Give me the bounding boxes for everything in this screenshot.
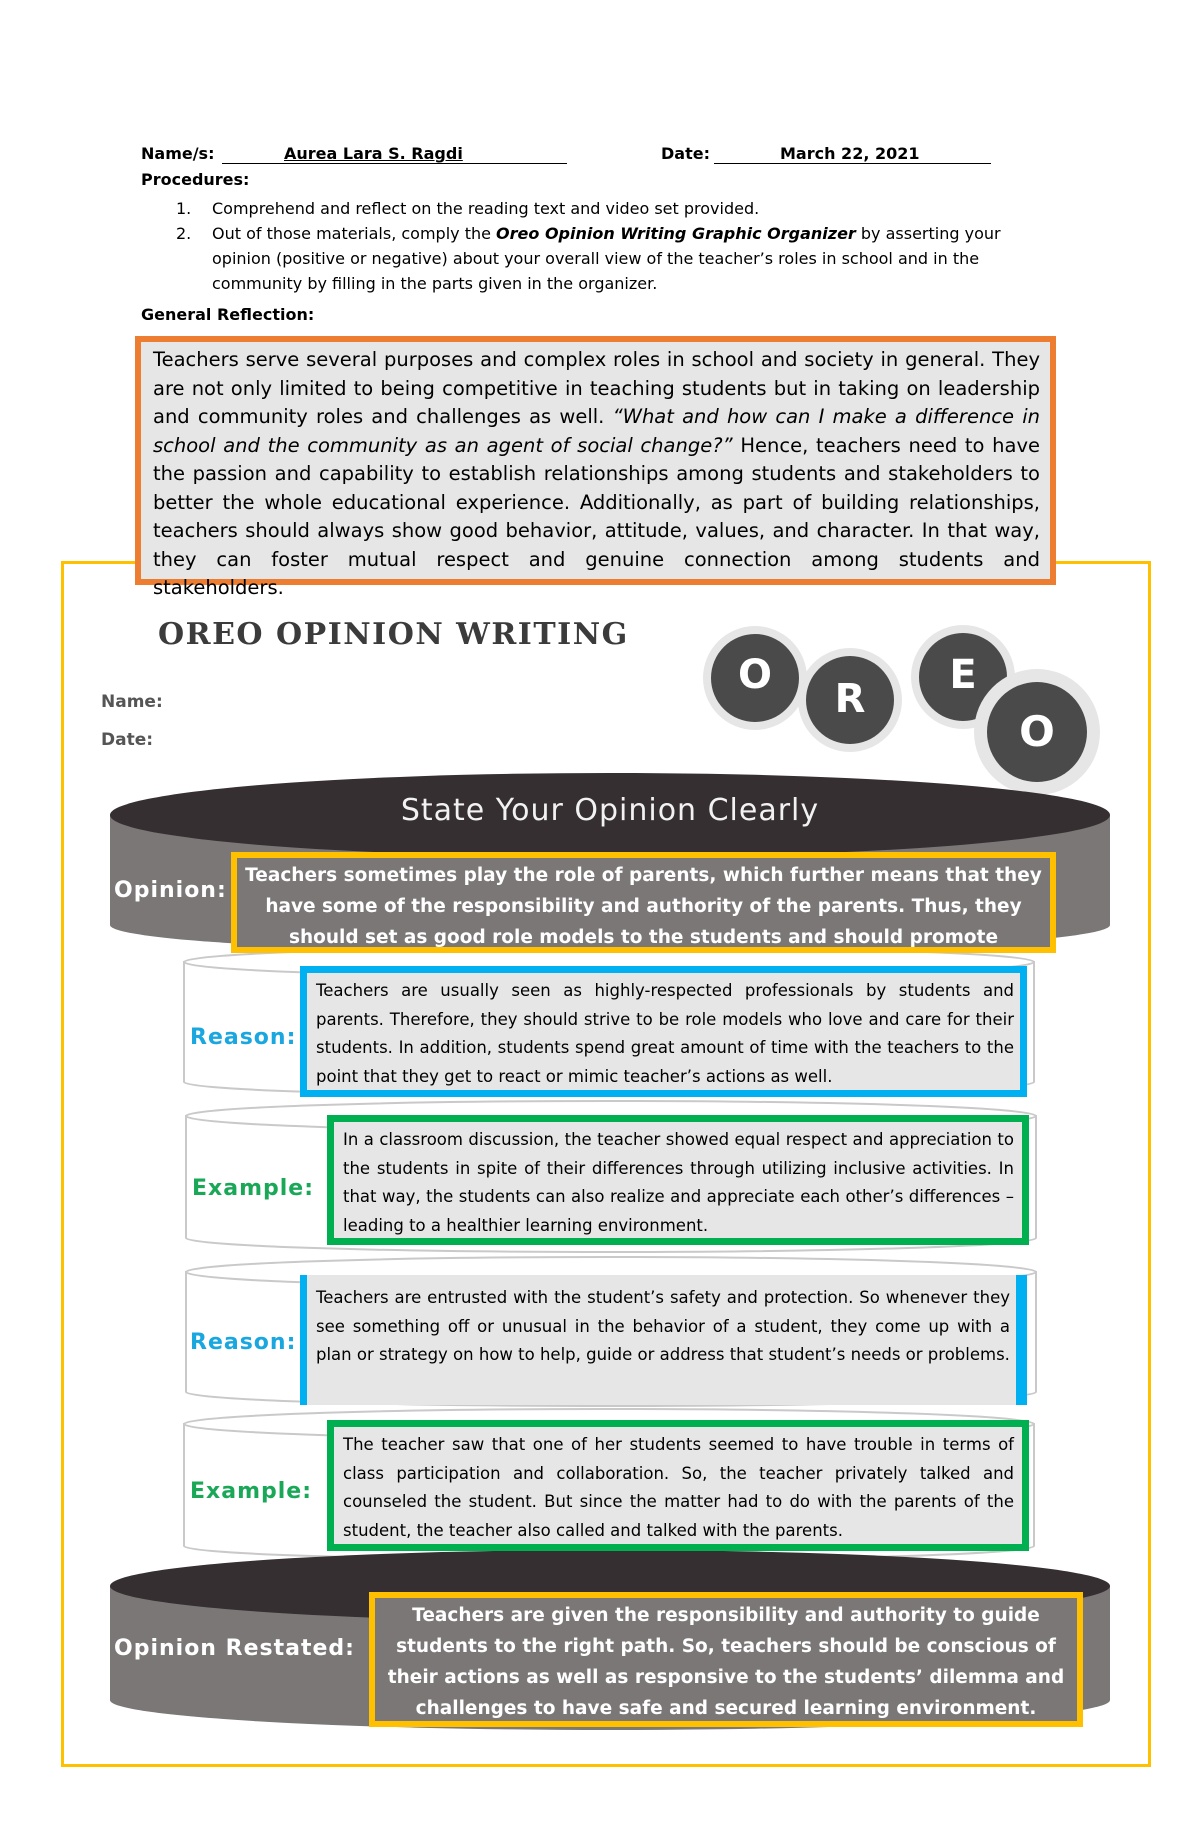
logo-letter-e: E — [949, 652, 977, 698]
opinion-restated-box — [369, 1592, 1083, 1727]
opinion-text: Teachers sometimes play the role of parents, which further means that they have some of the responsibility and authority of the parents. Thus, they should set as good role models to the students and should promote — [245, 865, 1042, 948]
step-2-text: Out of those materials, comply the Oreo Opinion Writing Graphic Organizer by asserting your opinion (positive or negative) about your overall view of the teacher’s roles in school and in the community by filling in the parts given in the organizer. — [212, 224, 1001, 293]
date-value: March 22, 2021 — [780, 144, 920, 163]
opinion-label: Opinion: — [114, 878, 227, 903]
reason-2-label: Reason: — [190, 1330, 297, 1355]
name-label: Name/s: — [141, 144, 215, 163]
organizer-date-label: Date: — [101, 730, 154, 750]
logo-letter-o2: O — [1019, 707, 1055, 756]
logo-letter-r: R — [834, 676, 866, 722]
opinion-box — [231, 852, 1056, 953]
organizer-name-emphasis: Oreo Opinion Writing Graphic Organizer — [496, 224, 856, 243]
date-label: Date: — [661, 144, 710, 163]
reason-2-text: Teachers are entrusted with the student’s safety and protection. So whenever they see something off or unusual in the behavior of a student, they come up with a plan or strategy on how to help, guide or address that student’s needs or problems. — [316, 1288, 1010, 1364]
step-1-number: 1. — [176, 199, 192, 218]
top-banner-text: State Your Opinion Clearly — [400, 793, 820, 828]
example-1-box — [327, 1115, 1029, 1245]
reason-1-text: Teachers are usually seen as highly-respected professionals by students and parents. Therefore, they should strive to be role models who love and care for their students. In addition, students spend great amount of time with the teachers to the point that they get to react or mimic teacher’s actions as well. — [316, 981, 1014, 1086]
opinion-restated-text: Teachers are given the responsibility and authority to guide students to the right path. So, teachers should be conscious of their actions as well as responsive to the students’ dilemma and challenges to have safe and secured learning environment. — [387, 1605, 1065, 1719]
organizer-title: OREO OPINION WRITING — [158, 617, 629, 652]
example-1-text: In a classroom discussion, the teacher showed equal respect and appreciation to the students in spite of their differences through utilizing inclusive activities. In that way, the students can also realize and appreciate each other’s differences – leading to a healthier learning environment. — [343, 1130, 1014, 1235]
step-1-text: Comprehend and reflect on the reading text and video set provided. — [212, 199, 760, 218]
example-2-label: Example: — [190, 1479, 312, 1504]
organizer-name-label: Name: — [101, 692, 163, 712]
procedures-label: Procedures: — [141, 170, 250, 189]
name-value: Aurea Lara S. Ragdi — [284, 144, 463, 163]
example-2-box — [327, 1420, 1029, 1551]
reflection-quote: “What and how can I make a difference in school and the community as an agent of social change?” — [153, 405, 1040, 457]
general-reflection-box — [135, 336, 1056, 599]
example-2-text: The teacher saw that one of her students seemed to have trouble in terms of class participation and collaboration. So, the teacher privately talked and counseled the student. But since the matter had to do with the parents of the student, the teacher also called and talked with the parents. — [343, 1435, 1014, 1540]
general-reflection-label: General Reflection: — [141, 305, 315, 324]
general-reflection-text: Teachers serve several purposes and complex roles in school and society in general. They are not only limited to being competitive in teaching students but in taking on leadership and community roles and challenges as well. “What and how can I make a difference in school and the community as an agent of social change?” Hence, teachers need to have the passion and capability to establish relationships among students and stakeholders to better the whole educational experience. Additionally, as part of building relationships, teachers should always show good behavior, attitude, values, and character. In that way, they can foster mutual respect and genuine connection among students and stakeholders. — [153, 348, 1040, 599]
example-1-label: Example: — [192, 1176, 314, 1201]
opinion-restated-label: Opinion Restated: — [114, 1636, 355, 1661]
reason-1-label: Reason: — [190, 1025, 297, 1050]
reason-1-box — [300, 966, 1027, 1097]
step-2-number: 2. — [176, 224, 192, 243]
logo-letter-o1: O — [737, 652, 772, 698]
reason-2-box — [300, 1275, 1027, 1405]
